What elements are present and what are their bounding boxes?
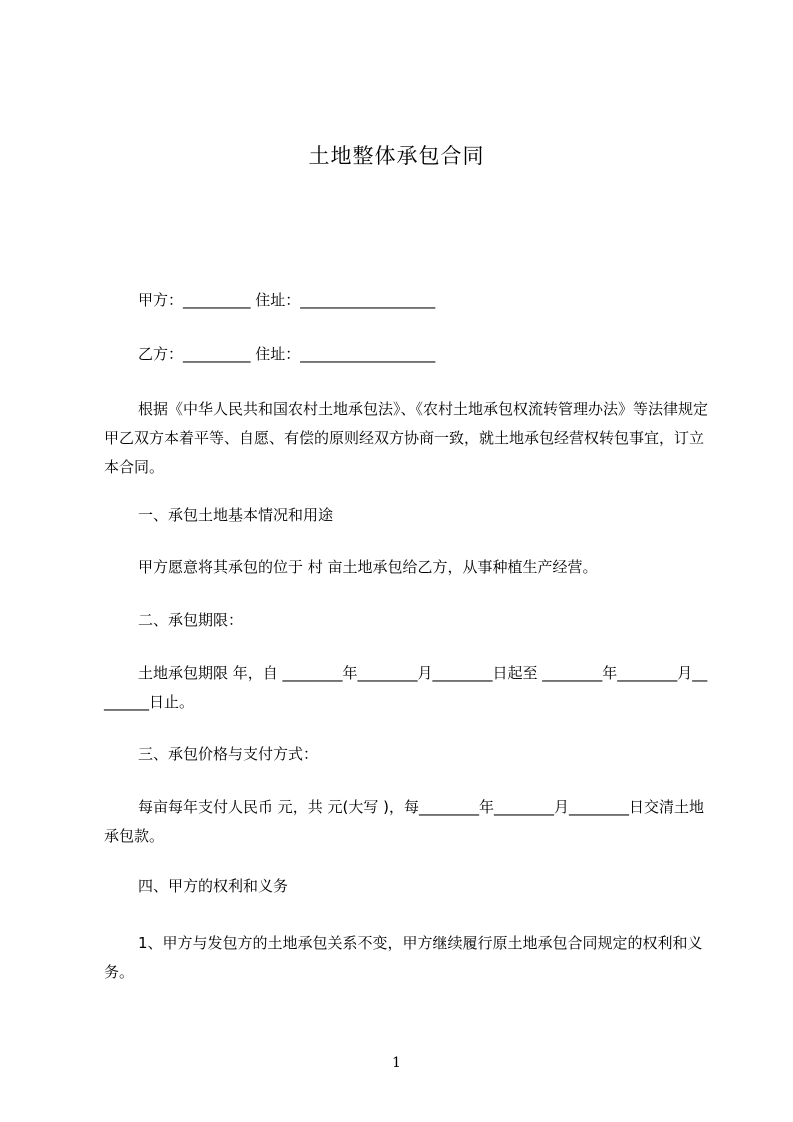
section-2-heading: 二、承包期限： [138,611,244,629]
section-4-heading: 四、甲方的权利和义务 [138,877,289,895]
party-b-line: 乙方：_________ 住址：__________________ [138,345,436,363]
section-3-heading: 三、承包价格与支付方式： [138,745,319,763]
preamble-paragraph: 根据《中华人民共和国农村土地承包法》、《农村土地承包权流转管理办法》等法律规定甲乙双方本着平等、自愿、有偿的原则经双方协商一致，就土地承包经营权转包事宜，订立本合同。 [104,400,709,476]
section-2-body: 土地承包期限 年，自 ________年________月________日起至 ________年________月________日止。 [104,664,708,711]
page-number: 1 [392,1055,401,1071]
section-1-body: 甲方愿意将其承包的位于 村 亩土地承包给乙方，从事种植生产经营。 [138,558,598,576]
party-a-line: 甲方：_________ 住址：__________________ [138,291,436,309]
document-title: 土地整体承包合同 [308,144,485,168]
section-4-item-1: 1、甲方与发包方的土地承包关系不变，甲方继续履行原土地承包合同规定的权利和义务。 [104,934,703,981]
section-3-body: 每亩每年支付人民币 元，共 元(大写 )，每________年________月________日交清土地承包款。 [104,798,705,845]
section-1-heading: 一、承包土地基本情况和用途 [138,506,334,524]
